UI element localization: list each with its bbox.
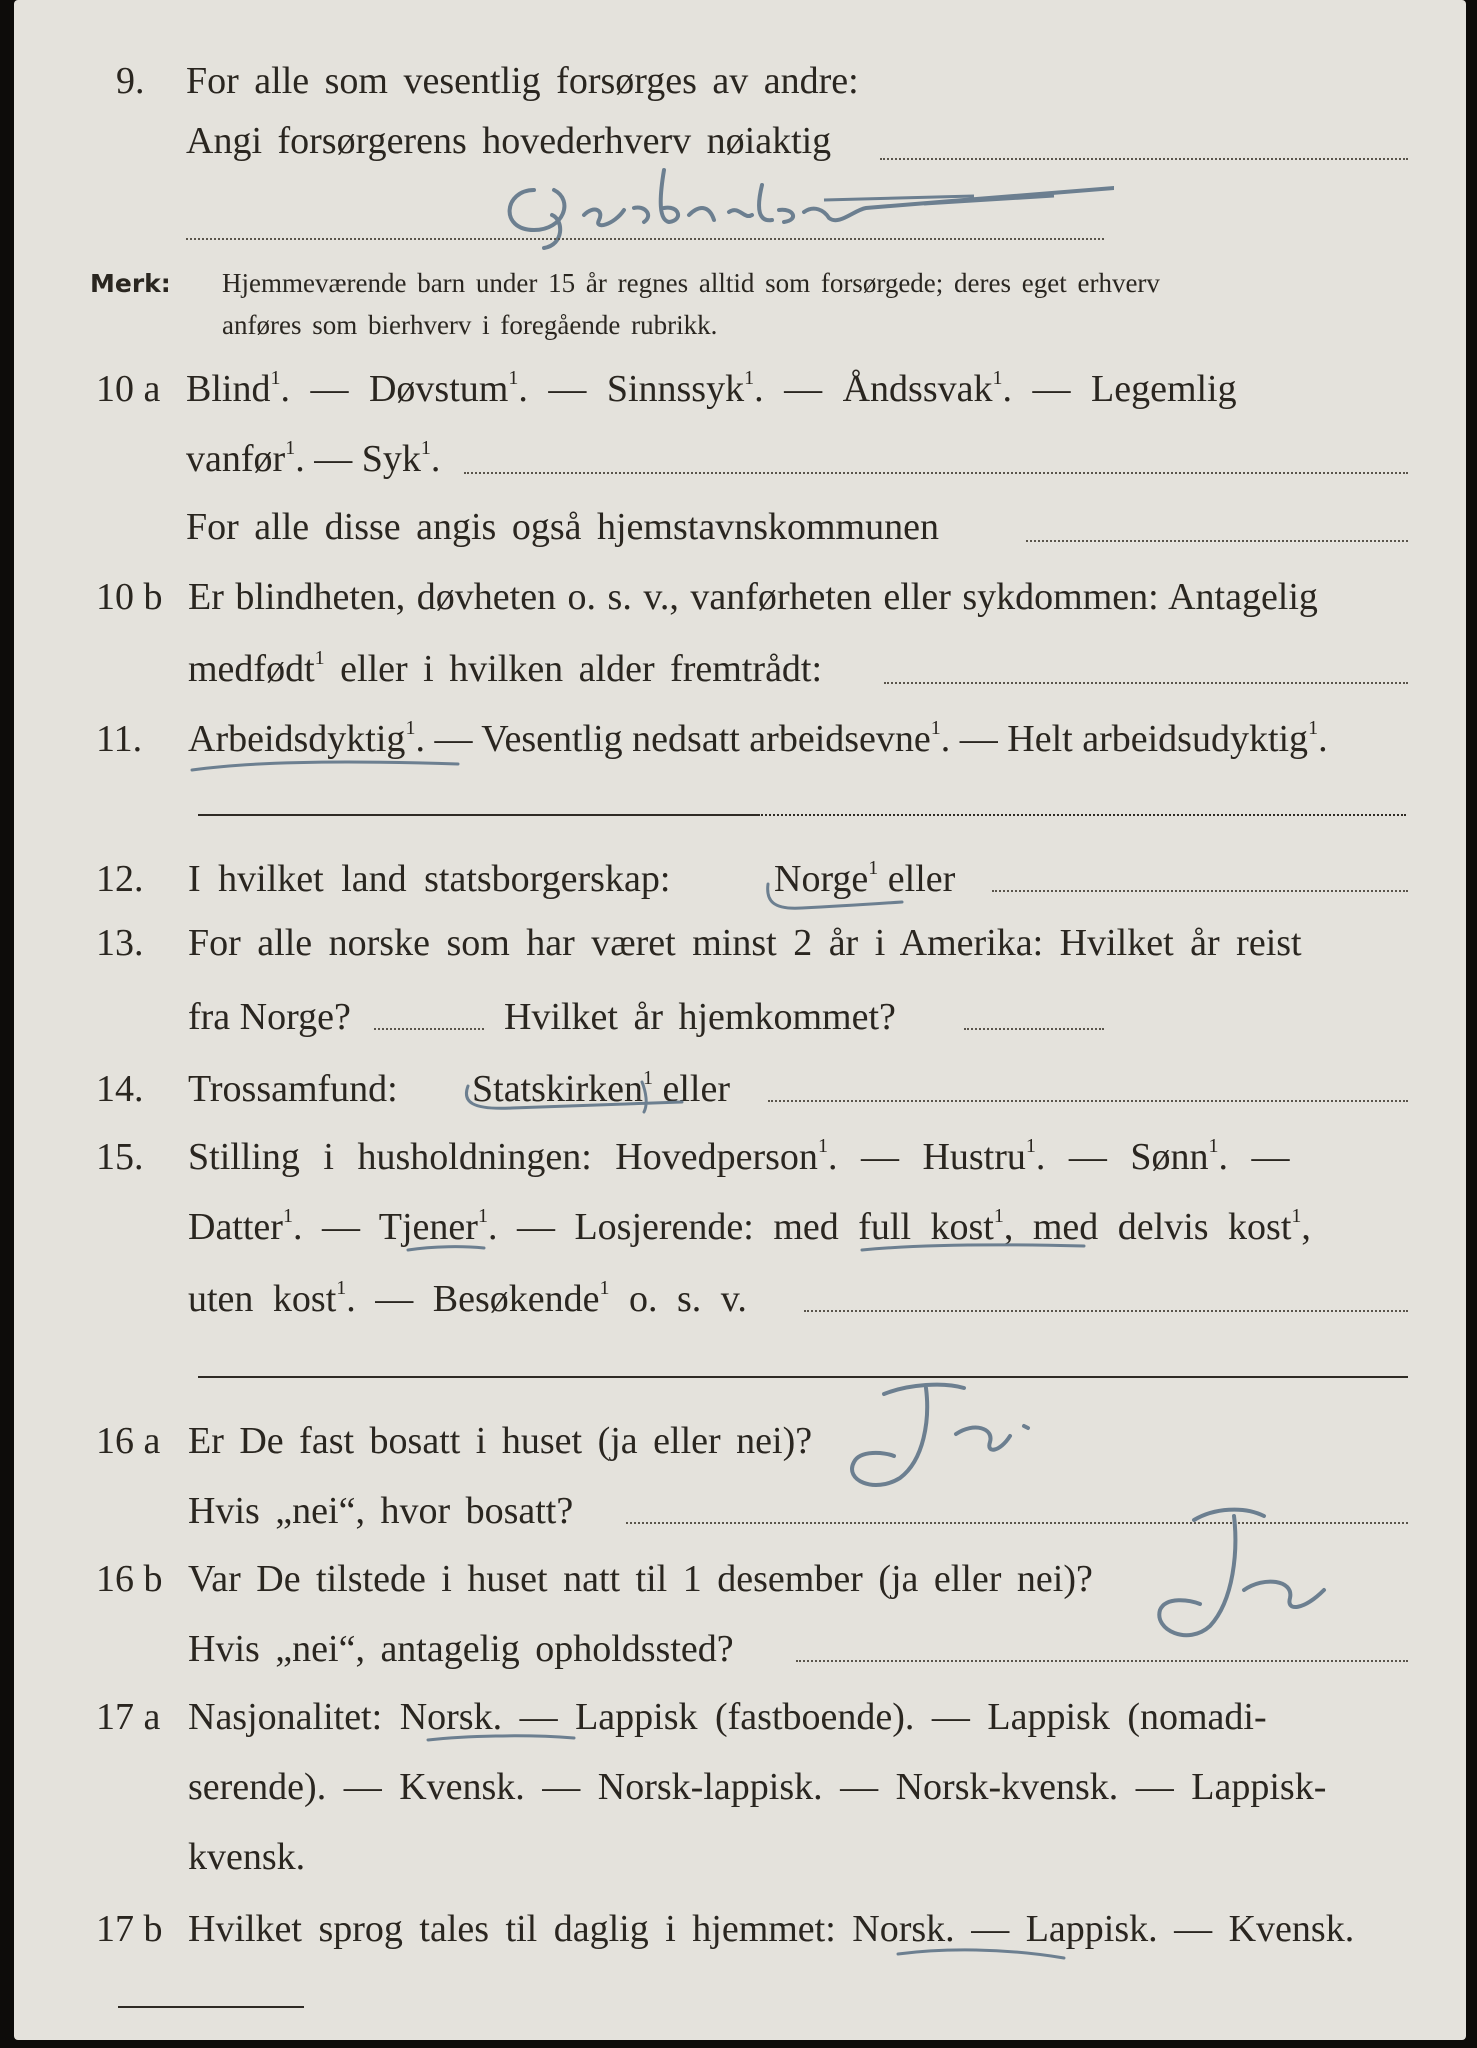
q11-rule-right xyxy=(758,814,1406,816)
q16a-handwritten-answer xyxy=(814,1370,1074,1500)
q13-line2a: fra Norge? xyxy=(188,996,351,1038)
q15-line2: Datter$^1$. — Tjener$^1$. — Losjerende: med full kost$^1$, med delvis kost$^1$, xyxy=(188,1205,1311,1248)
q15-dotline xyxy=(804,1310,1408,1312)
q10a-line3: For alle disse angis også hjemstavnskommunen xyxy=(186,506,939,548)
q16a-line2: Hvis „nei“, hvor bosatt? xyxy=(188,1490,574,1532)
q17a-line2: serende). — Kvensk. — Norsk-lappisk. — Norsk-kvensk. — Lappisk- xyxy=(188,1766,1327,1808)
q17a-line1: Nasjonalitet: Norsk. — Lappisk (fastboende). — Lappisk (nomadi- xyxy=(188,1696,1267,1738)
merk-label: Merk: xyxy=(90,269,171,298)
q15-underline-marks xyxy=(404,1236,1104,1272)
q16a-number: 16 a xyxy=(96,1420,161,1462)
q10a-dotline xyxy=(464,472,1408,474)
q13-number: 13. xyxy=(96,922,144,964)
q10a-home-dotline xyxy=(1026,540,1408,542)
q10b-line1: Er blindheten, døvheten o. s. v., vanførheten eller sykdommen: Antagelig xyxy=(188,576,1318,618)
q9-line2: Angi forsørgerens hovederhverv nøiaktig xyxy=(186,120,832,162)
q17a-underline-mark xyxy=(424,1728,594,1758)
q9-answer-dotline-2 xyxy=(186,238,1104,240)
q16b-line1: Var De tilstede i huset natt til 1 desember (ja eller nei)? xyxy=(188,1558,1093,1600)
q15-line3: uten kost$^1$. — Besøkende$^1$ o. s. v. xyxy=(188,1277,747,1320)
footnote-rule xyxy=(118,2006,304,2008)
q13-year-right-dotline xyxy=(964,1028,1104,1030)
merk-line2: anføres som bierhverv i foregående rubrikk. xyxy=(222,310,718,340)
q11-line: Arbeidsdyktig$^1$. — Vesentlig nedsatt arbeidsevne$^1$. — Helt arbeidsudyktig$^1$. xyxy=(188,717,1328,760)
q12-label: I hvilket land statsborgerskap: xyxy=(188,858,671,900)
q13-line2b: Hvilket år hjemkommet? xyxy=(504,996,896,1038)
q17b-line: Hvilket sprog tales til daglig i hjemmet: Norsk. — Lappisk. — Kvensk. xyxy=(188,1908,1355,1950)
q16b-dotline xyxy=(796,1660,1408,1662)
q14-number: 14. xyxy=(96,1068,144,1110)
q11-number: 11. xyxy=(96,718,143,760)
q10a-line1: Blind$^1$. — Døvstum$^1$. — Sinnssyk$^1$. — Åndssvak$^1$. — Legemlig xyxy=(186,367,1237,410)
q10a-line2: vanfør$^1$. — Syk$^1$. xyxy=(186,437,441,480)
q17a-line3: kvensk. xyxy=(188,1836,306,1878)
q16b-handwritten-answer xyxy=(1134,1500,1374,1650)
q12-underline-mark xyxy=(762,876,912,916)
q10b-line2: medfødt$^1$ eller i hvilken alder fremtrådt: xyxy=(188,647,823,690)
q10b-number: 10 b xyxy=(96,576,163,618)
q16b-number: 16 b xyxy=(96,1558,163,1600)
q17a-number: 17 a xyxy=(96,1696,161,1738)
q17b-number: 17 b xyxy=(96,1908,163,1950)
q10a-number: 10 a xyxy=(96,368,161,410)
q15-line1: Stilling i husholdningen: Hovedperson$^1$. — Hustru$^1$. — Sønn$^1$. — xyxy=(188,1135,1290,1178)
census-form-page xyxy=(14,0,1466,2040)
q16a-line1: Er De fast bosatt i huset (ja eller nei)? xyxy=(188,1420,813,1462)
q11-underline-mark xyxy=(188,752,488,782)
q15-number: 15. xyxy=(96,1136,144,1178)
merk-line1: Hjemmeværende barn under 15 år regnes alltid som forsørgede; deres eget erhverv xyxy=(222,268,1160,298)
q13-year-left-dotline xyxy=(374,1028,484,1030)
q14-dotline xyxy=(768,1100,1408,1102)
q9-handwritten-answer xyxy=(494,160,1114,250)
q14-label: Trossamfund: xyxy=(188,1068,398,1110)
q14-answer: Statskirken$^1$ eller xyxy=(472,1067,730,1110)
q16b-line2: Hvis „nei“, antagelig opholdssted? xyxy=(188,1628,734,1670)
q13-line1: For alle norske som har været minst 2 år i Amerika: Hvilket år reist xyxy=(188,922,1302,964)
q12-dotline xyxy=(992,890,1408,892)
q9-line1: For alle som vesentlig forsørges av andre: xyxy=(186,60,859,102)
q15-rule xyxy=(198,1376,1408,1378)
q11-rule-left xyxy=(198,814,758,816)
q9-number: 9. xyxy=(116,60,145,102)
q12-number: 12. xyxy=(96,858,144,900)
q12-answer: Norge$^1$ eller xyxy=(774,857,956,900)
q10b-dotline xyxy=(884,682,1408,684)
q14-underline-mark xyxy=(462,1078,702,1118)
q17b-underline-mark xyxy=(894,1942,1074,1972)
